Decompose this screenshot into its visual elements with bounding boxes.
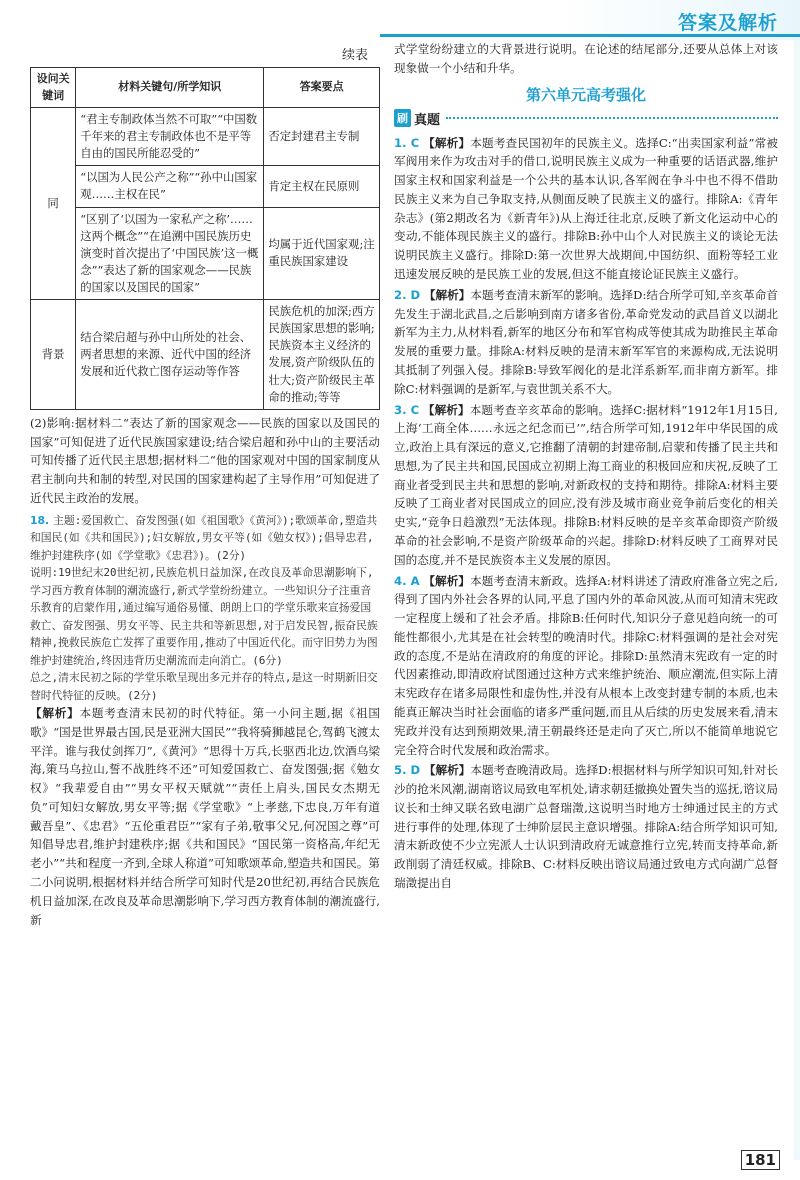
table-cell: “区别了‘以国为一家私产之称’……这两个概念”“在追溯中国民族历史演变时首次提出了‘中国民族’这一概念”“表达了新的国家观念——民族的国家以及国民的国家” [76, 207, 264, 300]
analysis-label: 【解析】 [423, 573, 471, 588]
answer-item [394, 286, 778, 399]
page-number: 181 [741, 1150, 780, 1170]
table-cell: 民族危机的加深;西方民族国家思想的影响;民族资本主义经济的发展,资产阶级队伍的壮大;资产阶级民主革命的推动;等等 [264, 300, 380, 410]
impact-paragraph: (2)影响:据材料二“表达了新的国家观念——民族的国家以及国民的国家”可知促进了近代民族国家建设;结合梁启超和孙中山的主要活动可知传播了近代民主思想;据材料二“他的国家观对中国的国家制度从君主制向共和制的转型,对民国的国家建构起了主导作用”可知促进了近代民主政治的发展。 [30, 415, 380, 505]
answer-key: 1. C [394, 135, 420, 150]
table-header-row [31, 68, 380, 108]
continued-table-label: 续表 [341, 48, 368, 63]
table-cell: 均属于近代国家观;注重民族国家建设 [264, 207, 380, 300]
side-strip [794, 40, 800, 1160]
answer-text: 本题考查辛亥革命的影响。选择C:据材料“1912年1月15日,上海‘工商全体……永远之纪念而已’”,结合所学可知,1912年中华民国的成立,政治上具有深远的意义,它推翻了清朝的封建帝制,启蒙和传播了民主共和思想,为了民主共和国,民国成立初期上海工商业的积极回应和庆祝,反映了工商业者受到民主共和思想的影响,对新政权的支持和期待。排除A:材料主要反映了工商业者对民国成立的回应,没有涉及城市商业竞争前后变化的相关史实,“竞争日趋激烈”无法体现。排除B:材料反映的是辛亥革命即资产阶级革命的社会影响,不是资产阶级革命的兴起。排除D:材料反映了工商界对民国的态度,并不是民族资本主义发展的原因。 [394, 402, 778, 567]
continued-paragraph: 式学堂纷纷建立的大背景进行说明。在论述的结尾部分,还要从总体上对该现象做一个小结和升华。 [394, 42, 778, 75]
table-row [31, 108, 380, 166]
table-cell: 结合梁启超与孙中山所处的社会、两者思想的来源、近代中国的经济发展和近代救亡图存运动等作答 [76, 300, 264, 410]
q18-analysis [30, 704, 380, 929]
answer-key: 5. D [394, 763, 421, 778]
table-cell: “君主专制政体当然不可取”“中国数千年来的君主专制政体也不是平等自由的国民所能忍受的” [76, 108, 264, 166]
tong-label: 同 [31, 108, 76, 300]
analysis-label: 【解析】 [423, 287, 471, 302]
brush-icon: 刷 [394, 109, 411, 127]
left-column [30, 40, 380, 929]
answer-key: 3. C [394, 402, 420, 417]
dotted-divider [446, 117, 778, 119]
answer-text: 本题考查晚清政局。选择D:根据材料与所学知识可知,针对长沙的抢米风潮,湖南谘议局致电军机处,请求朝廷撤换处置失当的巡抚,谘议局议长和士绅又联名致电湖广总督瑞澂,这说明当时地方士绅通过民主的方式进行事件的处理,体现了士绅阶层民主意识增强。排除A:结合所学知识可知,清末新政使不少立宪派人士认识到清政府无诚意推行立宪,转而支持革命,新政削弱了清廷权威。排除B、C:材料反映出谘议局通过致电方式向湖广总督瑞澂提出自 [394, 763, 778, 891]
section-title: 第六单元高考强化 [525, 85, 646, 104]
header-rule [380, 34, 800, 37]
table-row [31, 207, 380, 300]
analysis-text: 本题考查清末民初的时代特征。第一小问主题,据《祖国歌》“国是世界最古国,民是亚洲大国民”“我将骑狮越昆仑,驾鹤飞渡太平洋。谁与我仗剑挥刀”,《黄河》“思得十万兵,长驱西北边,饮酒乌梁海,策马乌拉山,誓不战胜终不还”可知爱国救亡、奋发图强;据《勉女权》“我辈爱自由”“男女平权天赋就”“责任上肩头,国民女杰期无负”可知妇女解放,男女平等;据《学堂歌》“上孝慈,下忠良,万年有道戴吾皇”、《忠君》“五伦重君臣”“家有子弟,敬事父兄,何况国之尊”可知倡导忠君,维护封建秩序;据《共和国民》“国民第一资格高,年纪无老小”“共和程度一齐到,全球人称道”可知歌颂革命,塑造共和国民。第二小问说明,根据材料并结合所学可知时代是20世纪初,再结合民族危机日益加深,在改良及革命思潮影响下,学习西方教育体制的潮流盛行,新 [30, 705, 380, 927]
q18-explanation: 说明:19世纪末20世纪初,民族危机日益加深,在改良及革命思潮影响下,学习西方教育体制的潮流盛行,新式学堂纷纷建立。一些知识分子注重音乐教育的启蒙作用,通过编写通俗易懂、朗朗上口的学堂乐歌来宣扬爱国救亡、奋发图强、男女平等、民主共和等新思想,对于启发民智,振奋民族精神,挽救民族危亡发挥了重要作用,推动了中国近代化。而守旧势力为图维护封建统治,终因违背历史潮流而走向消亡。(6分) [30, 566, 378, 667]
table-header: 答案要点 [264, 68, 380, 108]
zhenti-heading [394, 109, 778, 128]
table-header: 材料关键句/所学知识 [76, 68, 264, 108]
answer-key: 4. A [394, 573, 420, 588]
answer-item [394, 761, 778, 892]
table-cell: 否定封建君主专制 [264, 108, 380, 166]
right-column [394, 40, 778, 895]
question-18 [30, 512, 380, 930]
answer-text: 本题考查清末新政。选择A:材料讲述了清政府准备立宪之后,得到了国内外社会各界的认同,平息了国内外的革命风波,从而可知清末宪政一定程度上缓和了社会矛盾。排除B:任何时代,知识分子意见趋向统一的可能性都很小,尤其是在社会转型的晚清时代。排除C:材料强调的是社会对宪政的态度,不是站在清政府的角度的评论。排除D:虽然清末宪政有一定的时代因素推动,即清政府试图通过这种方式来维护统治、顺应潮流,但实际上清末宪政存在诸多局限性和虚伪性,并没有从根本上改变封建专制的本质,也未能真正解决当时社会面临的诸多严重问题,而且从后续的历史发展来看,清末宪政并没有达到预期效果,清王朝最终还是走向了灭亡,所以不能简单地说它完全符合时代发展和政治需求。 [394, 573, 779, 757]
answer-item [394, 401, 778, 570]
table-row [31, 166, 380, 207]
q18-theme-text: 主题:爱国救亡、奋发图强(如《祖国歌》《黄河》);歌颂革命,塑造共和国民(如《共和国民》);妇女解放,男女平等(如《勉女权》);倡导忠君,维护封建秩序(如《学堂歌》《忠君》)。(2分) [30, 513, 378, 562]
table-header: 设问关键词 [31, 68, 76, 108]
analysis-label: 【解析】 [30, 705, 80, 720]
page-header-title: 答案及解析 [677, 12, 778, 34]
table-cell: 肯定主权在民原则 [264, 166, 380, 207]
q18-theme [30, 512, 380, 564]
answer-key: 2. D [394, 287, 421, 302]
answer-table [30, 67, 380, 410]
table-row [31, 300, 380, 410]
background-label: 背景 [31, 300, 76, 410]
analysis-label: 【解析】 [423, 135, 471, 150]
answer-item [394, 134, 778, 284]
zhenti-label: 真题 [414, 112, 441, 128]
analysis-label: 【解析】 [423, 763, 471, 778]
table-cell: “以国为人民公产之称”“孙中山国家观……主权在民” [76, 166, 264, 207]
q18-summary: 总之,清末民初之际的学堂乐歌呈现出多元并存的特点,是这一时期新旧交替时代特征的反映。(2分) [30, 671, 378, 702]
answer-item [394, 572, 778, 760]
answer-text: 本题考查民国初年的民族主义。选择C:“出卖国家利益”常被军阀用来作为攻击对手的借口,说明民族主义成为一种重要的话语武器,维护国家主权和国家利益是一个公共的基本认识,各军阀在争斗中也不得不借助民族主义来为自己争取支持,从侧面反映了民族主义的盛行。排除A:《青年杂志》(第2期改名为《新青年》)从上海迁往北京,反映了新文化运动中心的变动,不能体现民族主义的盛行。排除B:孙中山个人对民族主义的谈论无法说明民族主义盛行。排除D:第一次世界大战期间,中国纺织、面粉等轻工业迅速发展反映的是民族工业的发展,但这不能直接论证民族主义盛行。 [394, 135, 778, 282]
answer-text: 本题考查清末新军的影响。选择D:结合所学可知,辛亥革命首先发生于湖北武昌,之后影响到南方诸多省份,革命党发动的武昌首义以湖北新军为主力,从材料看,新军的地区分布和军官构成等使其成为助推民主革命发展的重要力量。排除A:材料反映的是清末新军军官的来源构成,无法说明其抵制了列强入侵。排除B:导致军阀化的是北洋系新军,而非南方新军。排除C:材料强调的是新军,与袁世凯关系不大。 [394, 287, 778, 396]
analysis-label: 【解析】 [422, 402, 470, 417]
question-number: 18. [30, 513, 50, 527]
